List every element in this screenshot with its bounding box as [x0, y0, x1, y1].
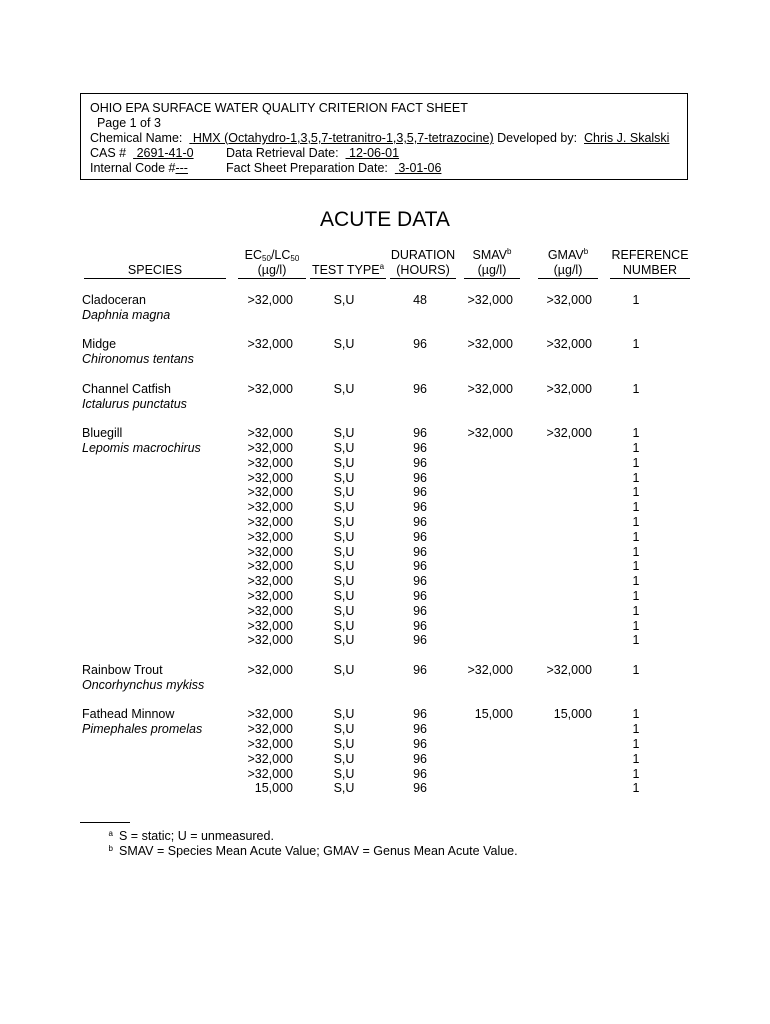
- reference-number: 1: [632, 293, 640, 307]
- species-latin-name: Pimephales promelas: [82, 722, 203, 737]
- prep-group: [226, 161, 441, 176]
- duration-value: 96: [413, 426, 427, 441]
- duration-value: 96: [413, 337, 427, 352]
- duration-value: 96: [413, 633, 427, 648]
- ec50-value: >32,000: [247, 707, 293, 722]
- reference-number: 1: [632, 722, 640, 737]
- smav-value: >32,000: [467, 381, 513, 396]
- test-type-value: S,U: [333, 381, 355, 396]
- developed-value: Chris J. Skalski: [584, 131, 670, 145]
- test-type-value: S,U: [333, 766, 355, 781]
- ec50-value: >32,000: [247, 574, 293, 589]
- reference-number: 1: [632, 337, 640, 352]
- internal-label: Internal Code #: [90, 161, 176, 175]
- reference-number: 1: [632, 603, 640, 618]
- chemical-value: HMX (Octahydro-1,3,5,7-tetranitro-1,3,5,7-tetrazocine): [192, 131, 494, 145]
- reference-number: 1: [632, 441, 640, 455]
- test-type-value: S,U: [333, 574, 355, 589]
- species-latin-name: Oncorhynchus mykiss: [82, 677, 205, 692]
- ec50-value: 15,000: [254, 781, 293, 796]
- test-type-value: S,U: [333, 515, 355, 529]
- smav-value: 15,000: [474, 707, 513, 722]
- gmav-value: >32,000: [546, 663, 592, 677]
- footnote-text: SMAV = Species Mean Acute Value; GMAV = Genus Mean Acute Value.: [119, 844, 518, 858]
- gmav-value: >32,000: [546, 337, 592, 352]
- test-type-value: S,U: [333, 337, 355, 352]
- reference-number: 1: [632, 589, 640, 603]
- col-smav: SMAV$^b$ (µg/l): [464, 248, 520, 279]
- cas-label: CAS #: [90, 146, 127, 160]
- test-type-value: S,U: [333, 529, 355, 544]
- ec50-value: >32,000: [247, 529, 293, 544]
- reference-number: 1: [632, 485, 640, 500]
- duration-value: 96: [413, 574, 427, 589]
- header-page: Page 1 of 3: [96, 116, 161, 130]
- reference-number: 1: [632, 426, 640, 441]
- test-type-value: S,U: [333, 559, 355, 574]
- reference-number: 1: [632, 737, 640, 751]
- ec50-value: >32,000: [247, 293, 293, 307]
- ec50-value: >32,000: [247, 633, 293, 648]
- duration-value: 96: [413, 544, 427, 559]
- smav-value: >32,000: [467, 337, 513, 352]
- reference-number: 1: [632, 381, 640, 396]
- ec50-value: >32,000: [247, 722, 293, 737]
- test-type-value: S,U: [333, 426, 355, 441]
- duration-value: 96: [413, 589, 427, 603]
- species-latin-name: Lepomis macrochirus: [82, 441, 201, 455]
- header-internal-line: [90, 161, 687, 176]
- test-type-value: S,U: [333, 633, 355, 648]
- duration-value: 96: [413, 559, 427, 574]
- species-common-name: Channel Catfish: [82, 381, 171, 396]
- reference-number: 1: [632, 618, 640, 633]
- reference-number: 1: [632, 559, 640, 574]
- duration-value: 48: [413, 293, 427, 307]
- ec50-value: >32,000: [247, 470, 293, 485]
- ec50-value: >32,000: [247, 381, 293, 396]
- footnote-text: S = static; U = unmeasured.: [119, 829, 274, 843]
- test-type-value: S,U: [333, 293, 355, 307]
- ec50-value: >32,000: [247, 663, 293, 677]
- test-type-value: S,U: [333, 455, 355, 470]
- smav-value: >32,000: [467, 663, 513, 677]
- ec50-value: >32,000: [247, 559, 293, 574]
- ec50-value: >32,000: [247, 618, 293, 633]
- test-type-value: S,U: [333, 722, 355, 737]
- internal-value: ---: [175, 161, 188, 175]
- reference-number: 1: [632, 781, 640, 796]
- header-box: [80, 93, 688, 180]
- test-type-value: S,U: [333, 663, 355, 677]
- prep-value: 3-01-06: [398, 161, 442, 175]
- duration-value: 96: [413, 515, 427, 529]
- reference-number: 1: [632, 529, 640, 544]
- footnote-mark: b: [108, 844, 113, 853]
- duration-value: 96: [413, 441, 427, 455]
- species-latin-name: Ictalurus punctatus: [82, 396, 187, 411]
- prep-label: Fact Sheet Preparation Date:: [226, 161, 388, 175]
- col-ec: $EC_{50}/LC_{50}$ (µg/l): [238, 248, 306, 279]
- cas-value: 2691-41-0: [136, 146, 194, 160]
- species-common-name: Cladoceran: [82, 293, 146, 307]
- ec50-value: >32,000: [247, 544, 293, 559]
- reference-number: 1: [632, 500, 640, 515]
- reference-number: 1: [632, 663, 640, 677]
- ec50-value: >32,000: [247, 426, 293, 441]
- test-type-value: S,U: [333, 707, 355, 722]
- reference-number: 1: [632, 515, 640, 529]
- reference-number: 1: [632, 470, 640, 485]
- reference-number: 1: [632, 455, 640, 470]
- col-reference: REFERENCE NUMBER: [611, 248, 689, 277]
- duration-value: 96: [413, 781, 427, 796]
- species-latin-name: Daphnia magna: [82, 307, 171, 322]
- test-type-value: S,U: [333, 618, 355, 633]
- reference-number: 1: [632, 633, 640, 648]
- smav-value: >32,000: [467, 293, 513, 307]
- duration-value: 96: [413, 751, 427, 766]
- gmav-value: >32,000: [546, 426, 592, 441]
- duration-value: 96: [413, 603, 427, 618]
- gmav-value: >32,000: [546, 293, 592, 307]
- footnote-rule: [80, 822, 130, 823]
- duration-value: 96: [413, 500, 427, 515]
- duration-value: 96: [413, 707, 427, 722]
- species-common-name: Rainbow Trout: [82, 663, 163, 677]
- duration-value: 96: [413, 485, 427, 500]
- retrieval-label: Data Retrieval Date:: [226, 146, 339, 160]
- test-type-value: S,U: [333, 603, 355, 618]
- col-duration: DURATION (HOURS): [390, 248, 456, 277]
- smav-value: >32,000: [467, 426, 513, 441]
- header-title: OHIO EPA SURFACE WATER QUALITY CRITERION FACT SHEET: [90, 101, 468, 115]
- ec50-value: >32,000: [247, 515, 293, 529]
- test-type-value: S,U: [333, 589, 355, 603]
- col-gmav: GMAV$^b$ (µg/l): [538, 248, 598, 279]
- reference-number: 1: [632, 751, 640, 766]
- retrieval-value: 12-06-01: [349, 146, 400, 160]
- developed-label: Developed by:: [497, 131, 578, 145]
- species-latin-name: Chironomus tentans: [82, 352, 194, 367]
- duration-value: 96: [413, 618, 427, 633]
- test-type-value: S,U: [333, 751, 355, 766]
- test-type-value: S,U: [333, 737, 355, 751]
- duration-value: 96: [413, 766, 427, 781]
- test-type-value: S,U: [333, 544, 355, 559]
- species-common-name: Midge: [82, 337, 117, 352]
- test-type-value: S,U: [333, 485, 355, 500]
- ec50-value: >32,000: [247, 337, 293, 352]
- species-common-name: Bluegill: [82, 426, 123, 441]
- duration-value: 96: [413, 529, 427, 544]
- header-cas-line: [90, 146, 687, 161]
- gmav-value: >32,000: [546, 381, 592, 396]
- duration-value: 96: [413, 470, 427, 485]
- duration-value: 96: [413, 381, 427, 396]
- species-common-name: Fathead Minnow: [82, 707, 175, 722]
- reference-number: 1: [632, 766, 640, 781]
- reference-number: 1: [632, 544, 640, 559]
- footnote-mark: a: [108, 829, 113, 838]
- ec50-value: >32,000: [247, 737, 293, 751]
- ec50-value: >32,000: [247, 500, 293, 515]
- reference-number: 1: [632, 574, 640, 589]
- gmav-value: 15,000: [553, 707, 592, 722]
- footnote-b: [80, 841, 518, 859]
- ec50-value: >32,000: [247, 455, 293, 470]
- chemical-label: Chemical Name:: [90, 131, 183, 145]
- reference-number: 1: [632, 707, 640, 722]
- ec50-value: >32,000: [247, 751, 293, 766]
- duration-value: 96: [413, 737, 427, 751]
- ec50-value: >32,000: [247, 766, 293, 781]
- ec50-value: >32,000: [247, 603, 293, 618]
- ec50-value: >32,000: [247, 441, 293, 455]
- test-type-value: S,U: [333, 441, 355, 455]
- header-chemical-line: [90, 131, 687, 146]
- col-species: SPECIES: [84, 263, 226, 279]
- duration-value: 96: [413, 455, 427, 470]
- retrieval-group: [226, 146, 399, 161]
- section-title: ACUTE DATA: [320, 208, 450, 231]
- test-type-value: S,U: [333, 470, 355, 485]
- col-test-type: TEST TYPE$^a$: [311, 262, 385, 277]
- ec50-value: >32,000: [247, 589, 293, 603]
- test-type-value: S,U: [333, 781, 355, 796]
- duration-value: 96: [413, 722, 427, 737]
- test-type-value: S,U: [333, 500, 355, 515]
- duration-value: 96: [413, 663, 427, 677]
- ec50-value: >32,000: [247, 485, 293, 500]
